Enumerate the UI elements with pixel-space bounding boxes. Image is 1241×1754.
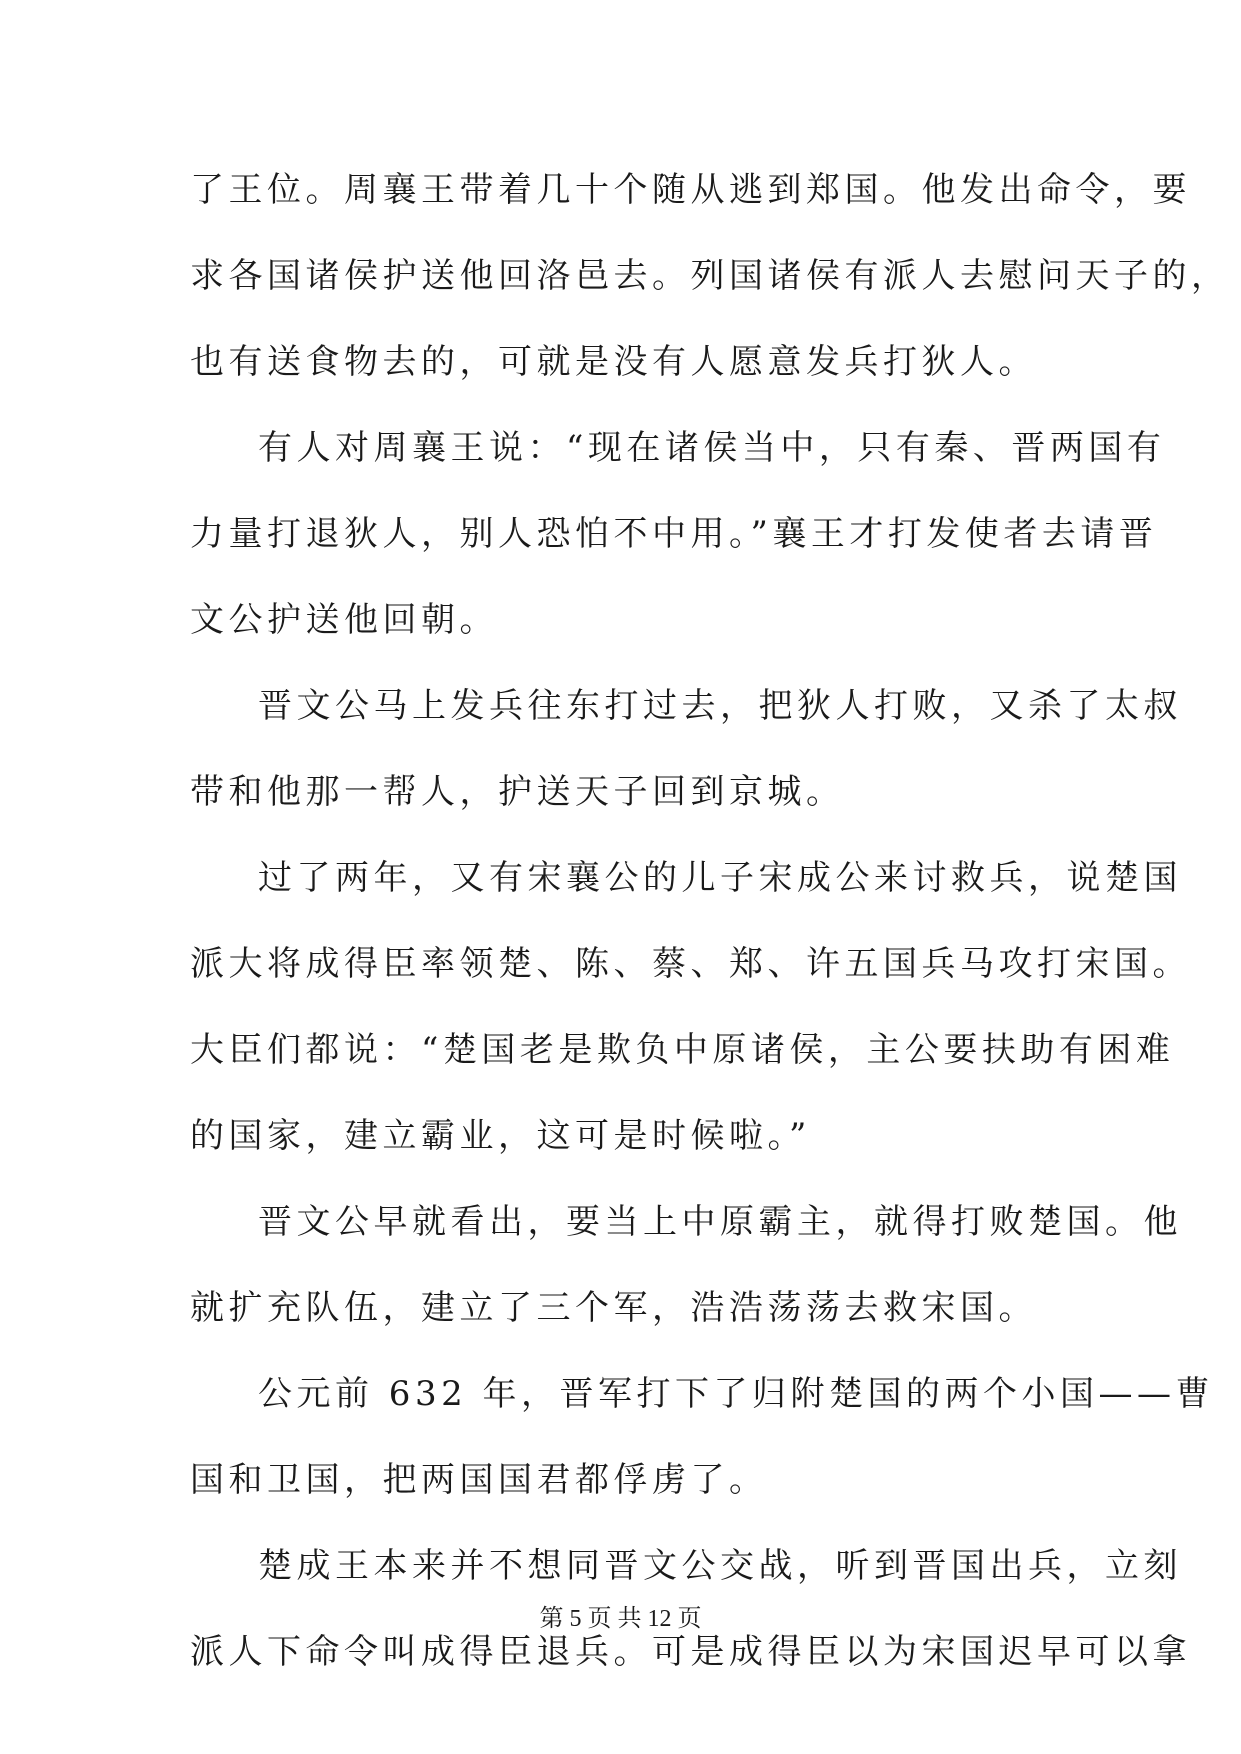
text-line: 派人下命令叫成得臣退兵。可是成得臣以为宋国迟早可以拿: [190, 1632, 1191, 1672]
text-line: 过了两年，又有宋襄公的儿子宋成公来讨救兵，说楚国: [258, 858, 1182, 898]
text-line: 力量打退狄人，别人恐怕不中用。”襄王才打发使者去请晋: [190, 514, 1158, 554]
text-line: 求各国诸侯护送他回洛邑去。列国诸侯有派人去慰问天子的，: [190, 256, 1230, 296]
text-line: 就扩充队伍，建立了三个军，浩浩荡荡去救宋国。: [190, 1288, 1037, 1328]
text-line: 公元前 632 年，晋军打下了归附楚国的两个小国——曹: [258, 1374, 1215, 1414]
page-number-footer: 第 5 页 共 12 页: [539, 1606, 702, 1632]
text-line: 国和卫国，把两国国君都俘虏了。: [190, 1460, 768, 1500]
text-line: 文公护送他回朝。: [190, 600, 498, 640]
text-line: 派大将成得臣率领楚、陈、蔡、郑、许五国兵马攻打宋国。: [190, 944, 1191, 984]
text-line: 楚成王本来并不想同晋文公交战，听到晋国出兵，立刻: [258, 1546, 1182, 1586]
text-line: 有人对周襄王说：“现在诸侯当中，只有秦、晋两国有: [258, 428, 1166, 468]
text-line: 了王位。周襄王带着几十个随从逃到郑国。他发出命令，要: [190, 170, 1191, 210]
body-text: [190, 160, 1230, 1708]
text-line: 晋文公马上发兵往东打过去，把狄人打败，又杀了太叔: [258, 686, 1182, 726]
text-line: 带和他那一帮人，护送天子回到京城。: [190, 772, 845, 812]
text-line: 晋文公早就看出，要当上中原霸主，就得打败楚国。他: [258, 1202, 1182, 1242]
text-line: 也有送食物去的，可就是没有人愿意发兵打狄人。: [190, 342, 1037, 382]
text-line: 大臣们都说：“楚国老是欺负中原诸侯，主公要扶助有困难: [190, 1030, 1175, 1070]
text-line: 的国家，建立霸业，这可是时候啦。”: [190, 1116, 811, 1156]
